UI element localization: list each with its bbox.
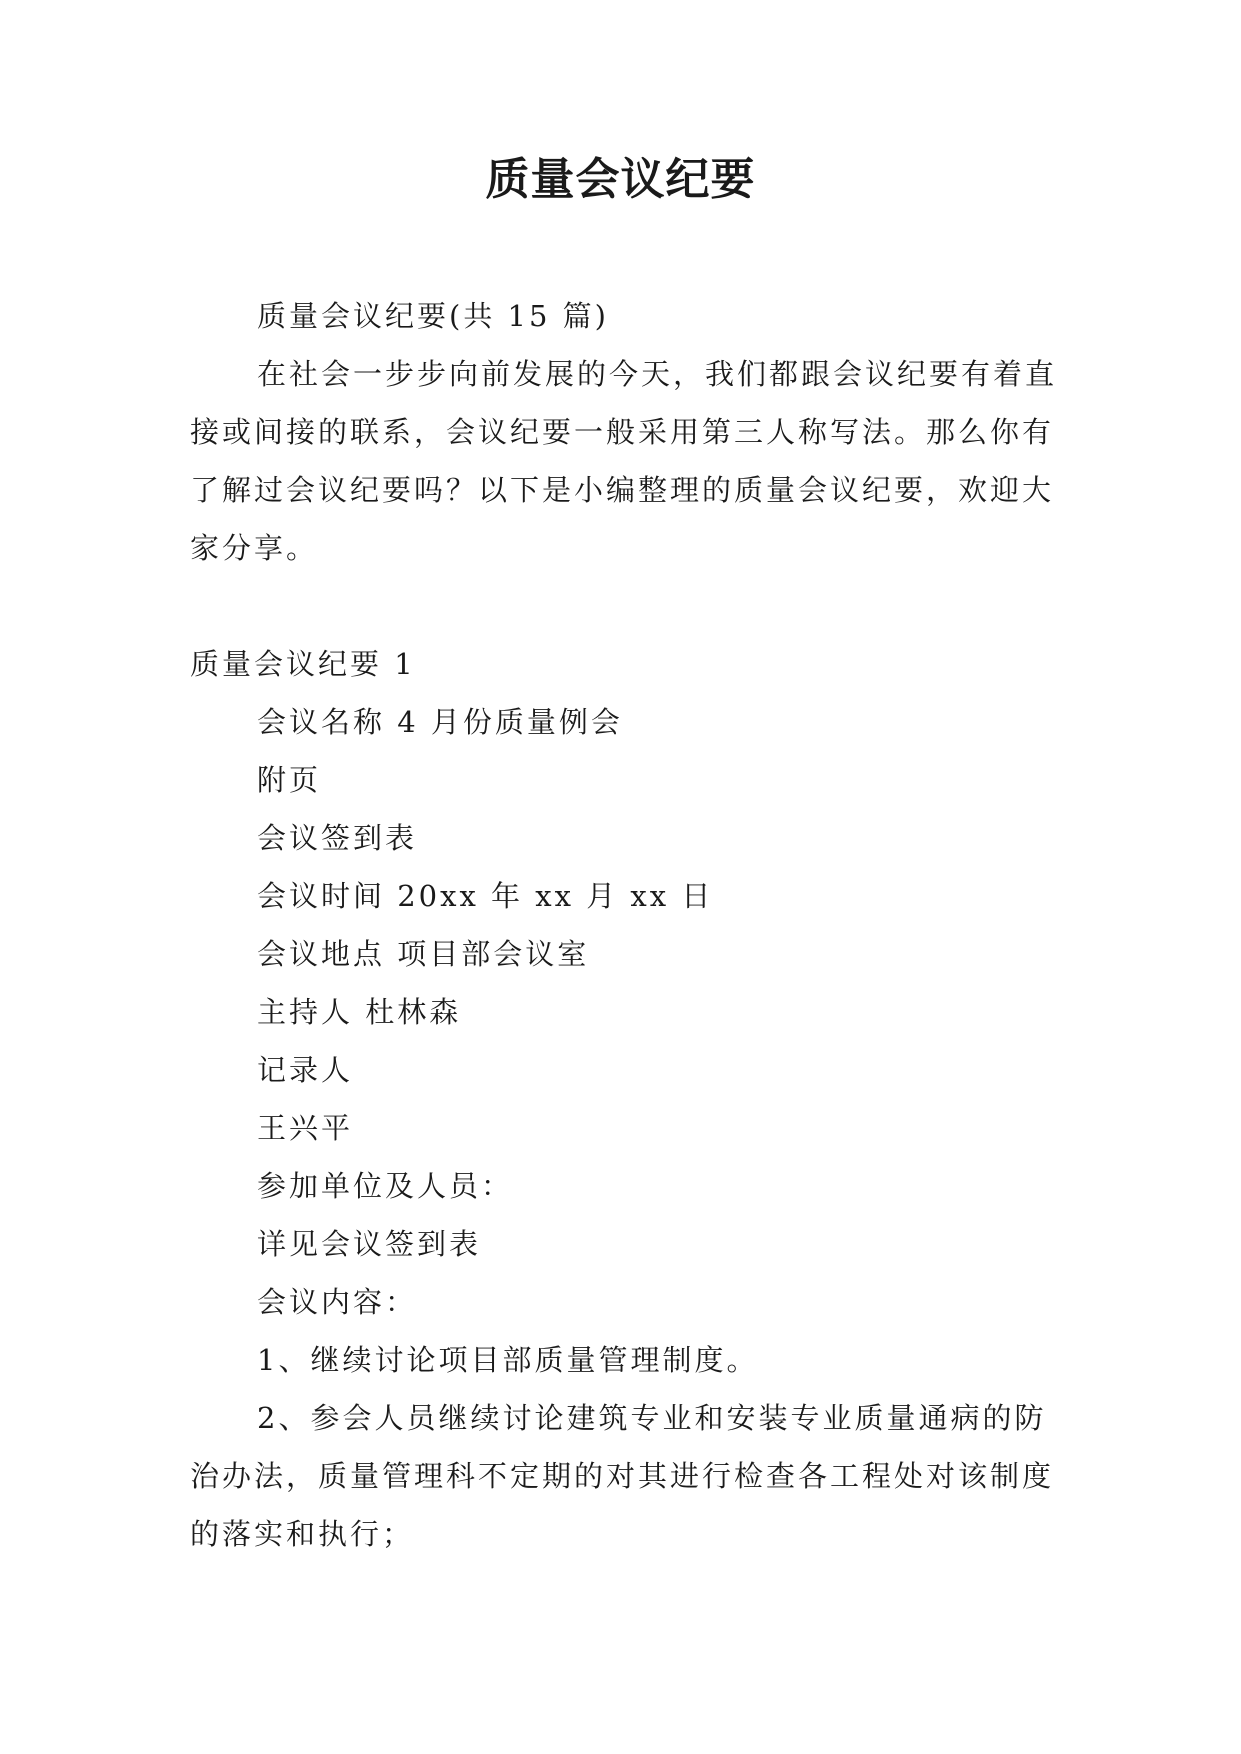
participants-detail-line: 详见会议签到表	[257, 1227, 482, 1261]
host-line: 主持人 杜林森	[257, 995, 462, 1029]
content-item-2: 2、参会人员继续讨论建筑专业和安装专业质量通病的防治办法，质量管理科不定期的对其进行检查各工程处对该制度的落实和执行；	[190, 1401, 1055, 1551]
document-body	[190, 287, 1060, 1563]
document-title: 质量会议纪要	[485, 154, 756, 205]
meeting-location-line: 会议地点 项目部会议室	[257, 937, 590, 971]
meeting-time-line: 会议时间 20xx 年 xx 月 xx 日	[257, 879, 714, 913]
participants-label-line: 参加单位及人员：	[257, 1169, 514, 1203]
intro-paragraph: 在社会一步步向前发展的今天，我们都跟会议纪要有着直接或间接的联系，会议纪要一般采用第三人称写法。那么你有了解过会议纪要吗？以下是小编整理的质量会议纪要，欢迎大家分享。	[190, 357, 1058, 565]
recorder-name-line: 王兴平	[257, 1111, 354, 1145]
recorder-label-line: 记录人	[257, 1053, 354, 1087]
content-item-1: 1、继续讨论项目部质量管理制度。	[257, 1343, 759, 1377]
meeting-name-line: 会议名称 4 月份质量例会	[257, 705, 623, 739]
sign-in-sheet-line: 会议签到表	[257, 821, 418, 855]
intro-subtitle: 质量会议纪要(共 15 篇)	[257, 299, 609, 333]
meeting-content-label-line: 会议内容：	[257, 1285, 418, 1319]
section-heading: 质量会议纪要 1	[190, 647, 416, 681]
attachment-line: 附页	[257, 763, 322, 797]
